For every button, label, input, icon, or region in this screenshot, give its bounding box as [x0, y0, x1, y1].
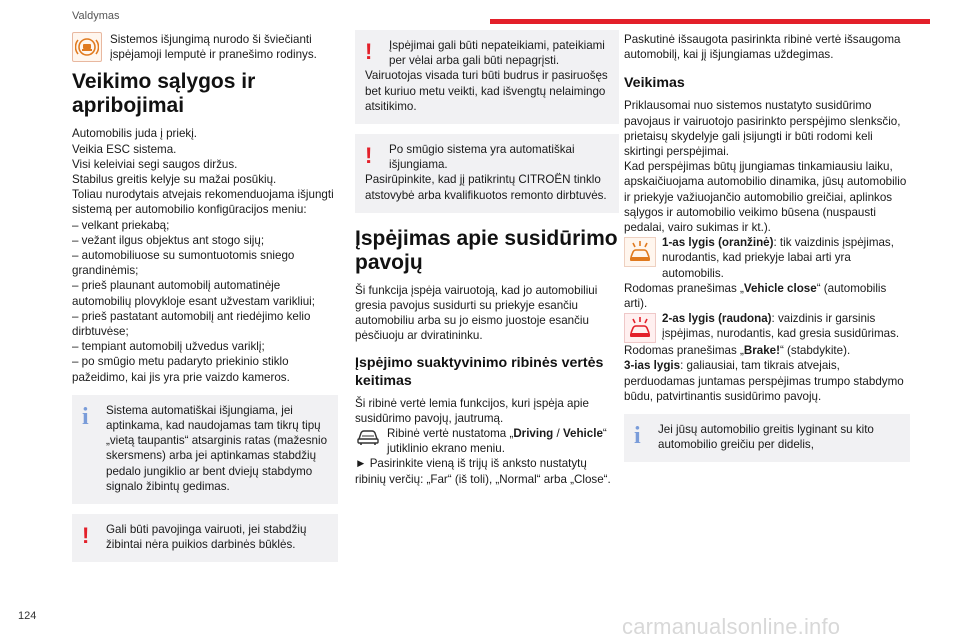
warning-note-alerts — [355, 30, 619, 124]
exclamation-icon: ! — [365, 143, 373, 169]
subheading-threshold: Įspėjimo suaktyvinimo ribinės vertės keitimas — [355, 354, 604, 389]
condition-line: Visi keleiviai segi saugos diržus. — [72, 157, 238, 171]
menu-text-pre: Ribinė vertė nustatoma „ — [387, 427, 514, 441]
level3-text: : galiausiai, tam tikrais atvejais, perduodamas juntamas perspėjimas trumpo stabdymo būdu, patvirtinantis susidūrimo pavojų. — [624, 359, 904, 403]
menu-text-post: “ jutiklinio ekrano meniu. — [387, 427, 607, 456]
section-title: Valdymas — [72, 10, 120, 22]
threshold-step: ► Pasirinkite vieną iš trijų iš anksto nustatytų ribinių verčių: „Far“ (iš toli), „Normal“ arba „Close“. — [355, 457, 611, 486]
warning-note-line1: Įspėjimai gali būti nepateikiami, pateikiami per vėlai arba gali būti nepagrįsti. — [389, 39, 605, 68]
page-number: 124 — [18, 610, 37, 622]
warning-note-line2: Pasirūpinkite, kad jį patikrintų CITROËN tinklo atstovybė arba kvalifikuotos remonto dirbtuvės. — [365, 173, 607, 202]
info-note-text: Jei jūsų automobilio greitis lyginant su kito automobilio greičiu per didelis, — [658, 423, 874, 452]
header-accent-bar — [490, 19, 930, 24]
car-icon — [355, 426, 381, 448]
collision-alert-red-icon — [624, 313, 656, 343]
condition-line: Toliau nurodytais atvejais rekomenduojama išjungti sistemą per automobilio konfigūracijos meniu: — [72, 188, 334, 217]
level1-block — [624, 235, 910, 281]
info-icon: i — [82, 403, 89, 430]
watermark: carmanualsonline.info — [622, 614, 841, 639]
warning-note-text: Gali būti pavojinga vairuoti, jei stabdžių žibintai nėra puikios darbinės būklės. — [106, 523, 307, 552]
info-icon: i — [634, 423, 641, 450]
warning-note-line2: Vairuotojas visada turi būti budrus ir pasiruošęs bet kuriuo metu veikti, kad išvengtų nelaimingo atsitikimo. — [365, 69, 608, 113]
condition-line: – prieš plaunant automobilį automatinėje automobilių plovykloje esant užvestam varikliui; — [72, 279, 315, 308]
condition-line: Veikia ESC sistema. — [72, 142, 177, 156]
level1-msg-post: “ (automobilis arti). — [624, 281, 887, 311]
condition-line: – tempiant automobilį užvedus variklį; — [72, 340, 265, 354]
warning-lamp-row — [72, 32, 338, 62]
level1-text: : tik vaizdinis įspėjimas, nurodantis, kad priekyje labai arti yra automobilis. — [662, 236, 894, 280]
warning-lamp-text: Sistemos išjungimą nurodo ši šviečianti įspėjamoji lemputė ir pranešimo rodinys. — [110, 33, 317, 62]
level2-block — [624, 311, 910, 343]
condition-line: Automobilis juda į priekį. — [72, 127, 198, 141]
level1-msg-bold: Vehicle close — [743, 281, 817, 295]
condition-line: Stabilus greitis kelyje su mažai posūkių. — [72, 173, 277, 187]
menu-vehicle: Vehicle — [562, 427, 603, 441]
level2-text: : vaizdinis ir garsinis įspėjimas, nurodantis, kad gresia susidūrimas. — [662, 312, 900, 341]
column-right — [624, 28, 910, 462]
level2-message — [624, 343, 910, 358]
menu-driving: Driving — [513, 427, 554, 441]
warning-note-line1: Po smūgio sistema yra automatiškai išjungiama. — [389, 143, 575, 172]
column-middle — [355, 28, 619, 487]
exclamation-icon: ! — [365, 39, 373, 64]
menu-text-mid: / — [553, 427, 563, 441]
level2-msg-post: “ (stabdykite). — [779, 344, 851, 358]
section-heading-collision-warning: Įspėjimas apie susidūrimo pavojų — [355, 226, 618, 274]
level3-label: 3-ias lygis — [624, 359, 681, 373]
menu-instruction — [355, 426, 619, 456]
level1-label: 1-as lygis (oranžinė) — [662, 236, 774, 250]
condition-line: – prieš pastatant automobilį ant riedėjimo kelio dirbtuvėse; — [72, 309, 311, 339]
info-note-text: Sistema automatiškai išjungiama, jei aptinkama, kad naudojamas tam tikrų tipų „vietą taupantis“ atsarginis ratas (mažesnio skersmens) arba jei aptinkamas stabdžių pedalo jungiklio ar bent dviejų stabdymo signalo žibintų gedimas. — [106, 403, 328, 493]
column-left — [72, 28, 338, 562]
threshold-intro: Ši ribinė vertė lemia funkcijos, kuri įspėja apie susidūrimo pavojų, jautrumą. — [355, 396, 589, 425]
info-note-spare-wheel — [72, 395, 338, 504]
section-heading-conditions: Veikimo sąlygos ir apribojimai — [72, 70, 256, 118]
level1-msg-pre: Rodomas pranešimas „ — [624, 281, 744, 295]
condition-line: – vežant ilgus objektus ant stogo sijų; — [72, 233, 265, 247]
condition-line: – velkant priekabą; — [72, 218, 170, 232]
collision-warning-intro: Ši funkcija įspėja vairuotoją, kad jo automobiliui gresia pavojus susidurti su priekyje esančiu automobiliu arba su jo eismo juostoje esančiu pėsčiuoju ar dviratininku. — [355, 283, 598, 343]
info-note-speed — [624, 414, 910, 462]
level3-block — [624, 358, 910, 404]
warning-note-brake-lights — [72, 514, 338, 562]
subheading-operation: Veikimas — [624, 75, 685, 92]
saved-threshold-text: Paskutinė išsaugota pasirinkta ribinė vertė išsaugoma automobilį, kai jį išjungiamas uždegimas. — [624, 33, 901, 62]
operation-body-2: Kad perspėjimas būtų įjungiamas tinkamiausiu laiku, apskaičiuojama automobilio dinamika, jūsų automobilio ir priekyje važiuojančio automobilio greičiai, aplinkos sąlygos ir automobilio veikimo būsena (nuspausti pedalai, vairo sukimas ir kt.). — [624, 160, 907, 235]
level2-msg-pre: Rodomas pranešimas „ — [624, 344, 744, 358]
collision-alert-orange-icon — [624, 237, 656, 267]
level1-message — [624, 281, 910, 311]
level2-msg-bold: Brake! — [743, 344, 780, 358]
condition-line: – automobiliuose su sumontuotomis sniego grandinėmis; — [72, 249, 295, 278]
operation-body: Priklausomai nuo sistemos nustatyto susidūrimo pavojaus ir vairuotojo pasirinkto perspėjimo slenksčio, prietaisų skydelyje gali įsijungti ir būti rodomi keli skirtingi perspėjimai. — [624, 99, 901, 159]
condition-line: – po smūgio metu padaryto priekinio stiklo pažeidimo, kai jis yra prie vaizdo kameros. — [72, 355, 290, 384]
level2-label: 2-as lygis (raudona) — [662, 312, 772, 326]
exclamation-icon: ! — [82, 523, 90, 549]
collision-warning-lamp-icon — [72, 32, 102, 62]
warning-note-impact — [355, 134, 619, 213]
conditions-list — [72, 126, 338, 384]
